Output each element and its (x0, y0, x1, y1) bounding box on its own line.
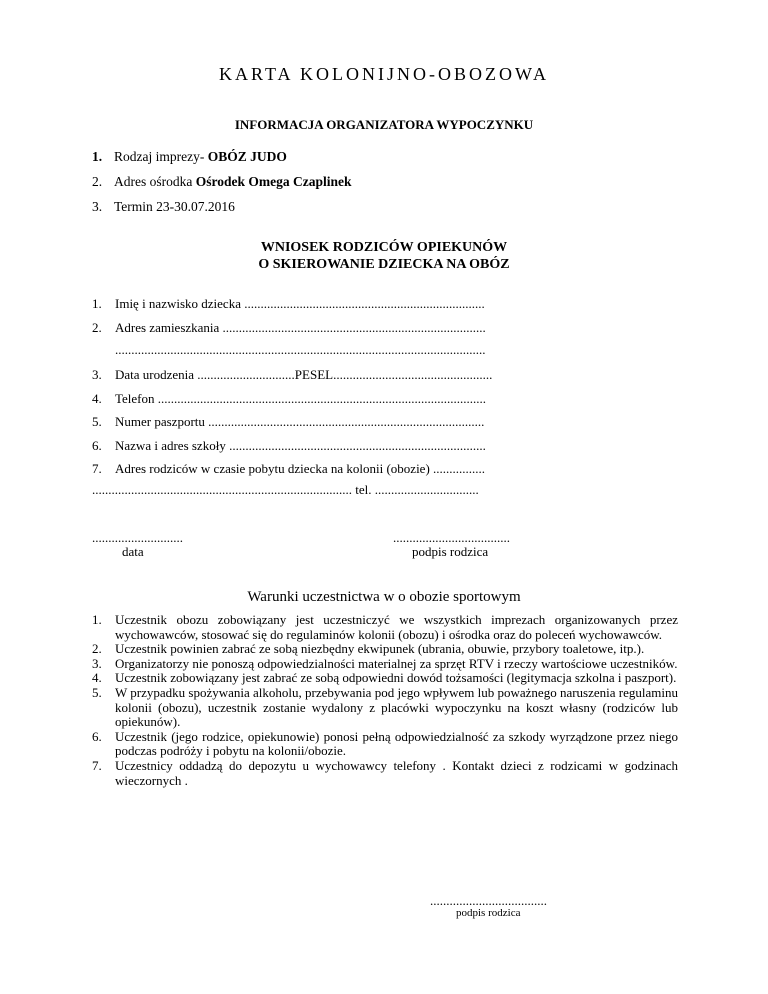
field-text: Data urodzenia ..............................PESEL................................................. (115, 367, 493, 382)
field-parents-address (92, 461, 485, 477)
parent-signature-line: .................................... (393, 530, 510, 545)
item-number: 1. (92, 149, 103, 164)
field-number: 2. (92, 320, 102, 335)
field-parents-address-continuation: ................................................................................ tel. ................................ (92, 482, 479, 497)
condition-item (92, 671, 678, 686)
field-text: Imię i nazwisko dziecka .......................................................................... (115, 296, 485, 311)
item-number: 2. (92, 174, 103, 189)
field-number: 5. (92, 414, 102, 429)
field-number: 1. (92, 296, 102, 311)
final-signature-label: podpis rodzica (456, 907, 521, 919)
field-number: 7. (92, 461, 102, 476)
date-signature-line: ............................ (92, 530, 183, 545)
organizer-item-address (92, 174, 352, 190)
condition-number: 7. (92, 757, 102, 773)
condition-item (92, 759, 678, 788)
item-label: Termin 23-30.07.2016 (114, 199, 235, 214)
condition-item (92, 730, 678, 759)
condition-text: Uczestnik powinien zabrać ze sobą niezbędny ekwipunek (ubrania, obuwie, przybory toaletowe, itp.). (115, 641, 645, 657)
field-passport-number (92, 414, 484, 430)
item-label: Rodzaj imprezy- (114, 149, 208, 164)
organizer-item-term (92, 199, 235, 215)
final-signature-line: .................................... (430, 893, 547, 908)
field-birth-date-pesel (92, 367, 492, 383)
request-heading (0, 239, 768, 273)
field-phone (92, 391, 486, 407)
condition-number: 2. (92, 641, 102, 657)
field-number: 3. (92, 367, 102, 382)
document-title: KARTA KOLONIJNO-OBOZOWA (219, 64, 549, 84)
condition-text: Organizatorzy nie ponoszą odpowiedzialności materialnej za sprzęt RTV i rzeczy wartościowe uczestników. (115, 655, 678, 671)
item-label: Adres ośrodka (114, 174, 196, 189)
organizer-info-heading: INFORMACJA ORGANIZATORA WYPOCZYNKU (234, 117, 534, 132)
condition-text: Uczestnicy oddadzą do depozytu u wychowawcy telefony . Kontakt dzieci z rodzicami w godzinach wieczornych . (115, 757, 678, 788)
condition-number: 1. (92, 612, 102, 627)
request-heading-line-1: WNIOSEK RODZICÓW OPIEKUNÓW (260, 240, 508, 255)
conditions-heading: Warunki uczestnictwa w o obozie sportowym (247, 589, 521, 605)
field-text: Numer paszportu ..................................................................................... (115, 414, 485, 429)
condition-item (92, 642, 678, 657)
field-child-name (92, 296, 485, 312)
condition-number: 6. (92, 728, 102, 744)
item-value: OBÓZ JUDO (207, 149, 287, 164)
field-school (92, 438, 486, 454)
field-text: Adres rodziców w czasie pobytu dziecka na kolonii (obozie) ................ (115, 461, 486, 476)
condition-item (92, 613, 678, 642)
field-home-address-continuation: .................................................................................................................. (115, 342, 486, 357)
parent-signature-label: podpis rodzica (412, 544, 489, 559)
field-text: Telefon ..................................................................................................... (115, 391, 487, 406)
date-label: data (122, 544, 144, 559)
condition-text: Uczestnik zobowiązany jest zabrać ze sobą odpowiedni dowód tożsamości (legitymacja szkolna i paszport). (115, 670, 677, 686)
field-home-address (92, 320, 486, 336)
condition-text: Uczestnik (jego rodzice, opiekunowie) ponosi pełną odpowiedzialność za szkody wyrządzone przez niego podczas podróży i pobytu na kolonii/obozie. (115, 728, 678, 759)
condition-text: Uczestnik obozu zobowiązany jest uczestniczyć we wszystkich imprezach organizowanych przez wychowawców, stosować się do regulaminów kolonii (obozu) i ośrodka oraz do poleceń wychowawców. (115, 612, 678, 642)
condition-number: 3. (92, 655, 102, 671)
request-heading-line-2: O SKIEROWANIE DZIECKA NA OBÓZ (258, 257, 510, 272)
field-text: Adres zamieszkania ................................................................................. (115, 320, 486, 335)
organizer-item-event-type (92, 149, 287, 165)
field-number: 6. (92, 438, 102, 453)
condition-number: 4. (92, 670, 102, 686)
item-value: Ośrodek Omega Czaplinek (195, 174, 352, 189)
condition-item (92, 657, 678, 672)
condition-item (92, 686, 678, 730)
field-text: Nazwa i adres szkoły ............................................................................... (115, 438, 486, 453)
item-number: 3. (92, 199, 103, 214)
condition-text: W przypadku spożywania alkoholu, przebywania pod jego wpływem lub poważnego naruszenia regulaminu kolonii (obozu), uczestnik zostanie wydalony z placówki wypoczynku na koszt własny (rodziców lub opiekunów). (115, 684, 678, 730)
condition-number: 5. (92, 684, 102, 700)
conditions-list (92, 613, 678, 788)
field-number: 4. (92, 391, 102, 406)
